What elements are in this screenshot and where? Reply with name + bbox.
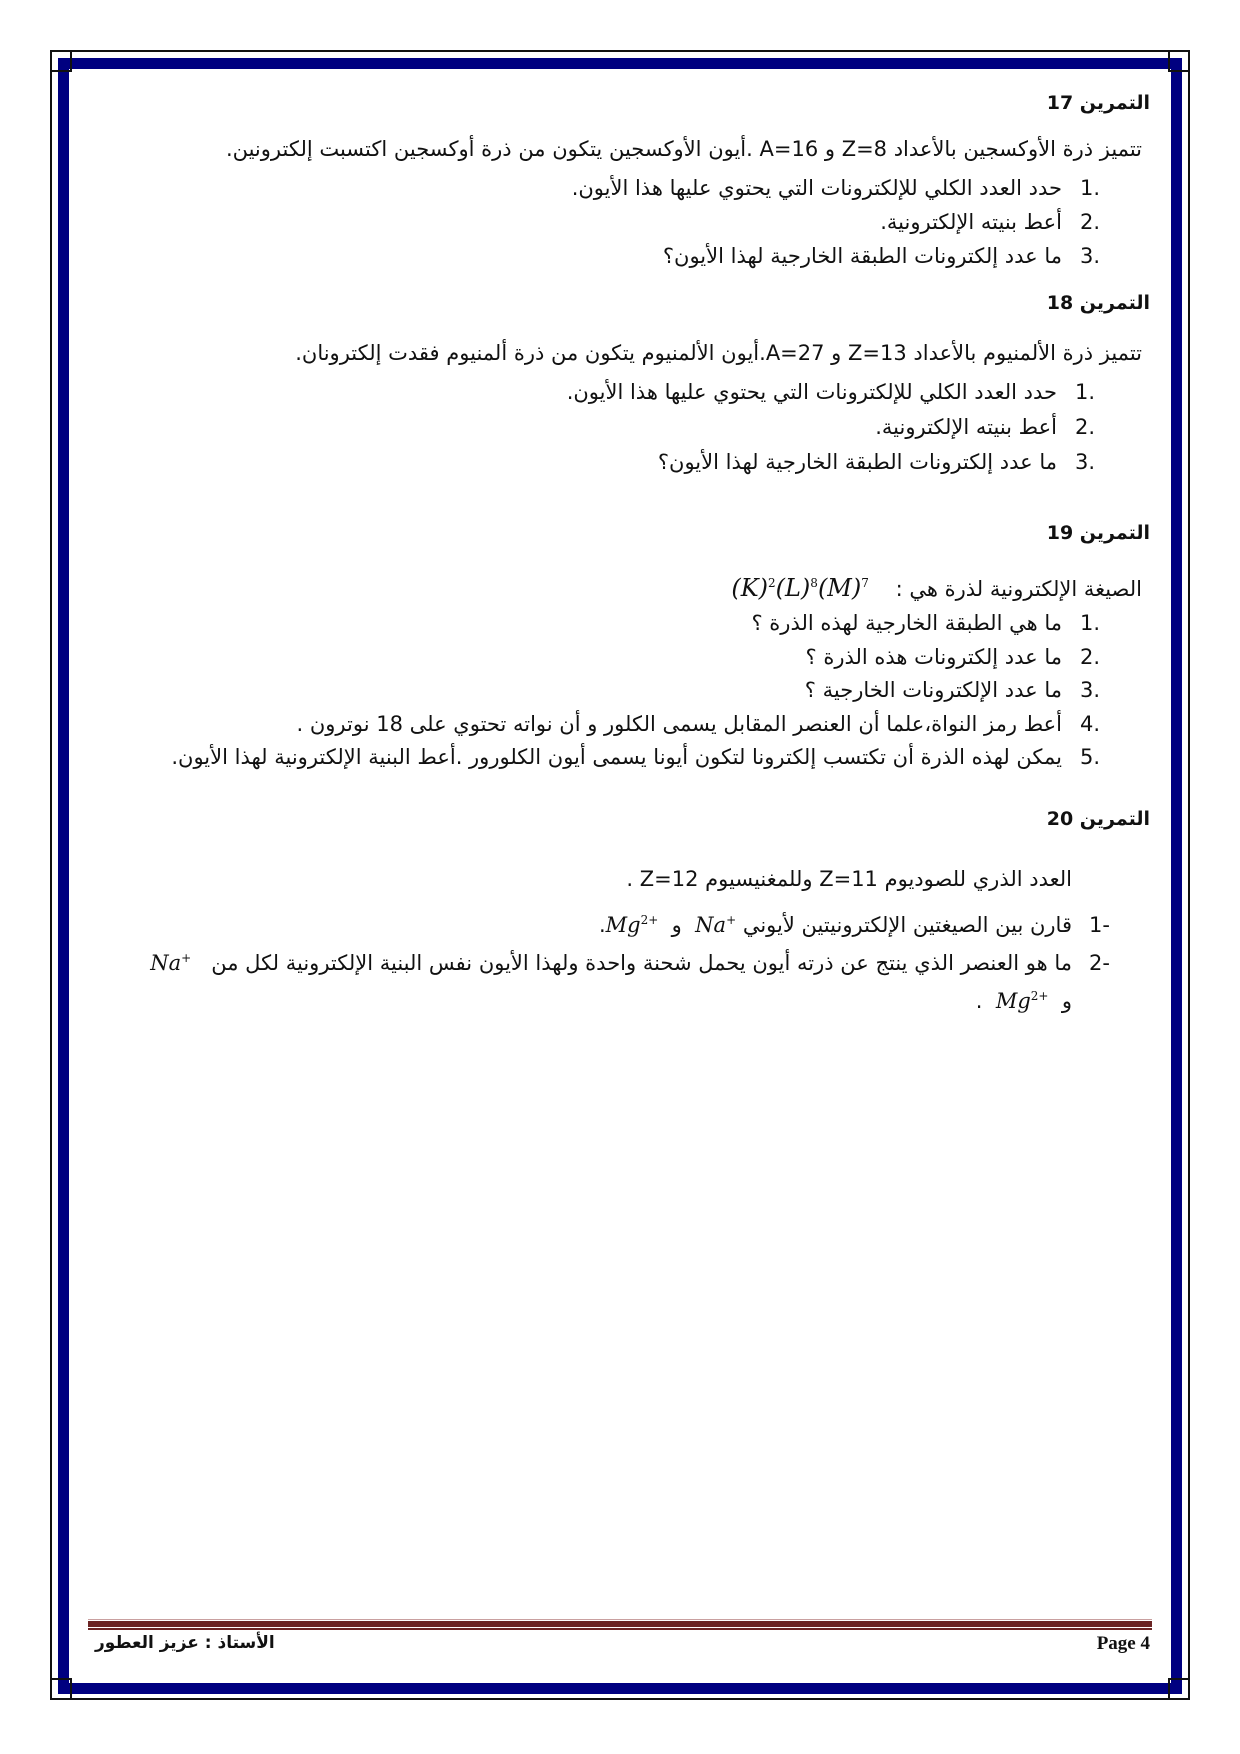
item-number: .2 (1079, 645, 1100, 669)
na-symbol: Na (695, 913, 727, 937)
and-word: و (671, 913, 682, 937)
item-text: حدد العدد الكلي للإلكترونات التي يحتوي عليها هذا الأيون. (566, 380, 1057, 404)
item-text: ما عدد الإلكترونات الخارجية ؟ (804, 678, 1062, 702)
item-number: .3 (1074, 450, 1095, 474)
mg-symbol: Mg (995, 989, 1031, 1013)
list-item (875, 413, 1095, 441)
formula-k: (K) (731, 574, 768, 602)
na-ion (150, 944, 191, 977)
item-text: يمكن لهذه الذرة أن تكتسب إلكترونا لتكون أيونا يسمى أيون الكلورور .أعط البنية الإلكترونية لهذا الأيون. (171, 745, 1062, 769)
exercise-17-title: التمرين 17 (1046, 92, 1150, 114)
item-number: .1 (1074, 380, 1095, 404)
list-item (297, 710, 1101, 738)
item-number: .3 (1079, 678, 1100, 702)
list-item (805, 676, 1100, 704)
exercise-18-title: التمرين 18 (1046, 292, 1150, 314)
item-text: أعط بنيته الإلكترونية. (875, 415, 1057, 439)
footer-rule-thin (88, 1628, 1152, 1630)
item-text: حدد العدد الكلي للإلكترونات التي يحتوي عليها هذا الأيون. (571, 176, 1062, 200)
item-number: .4 (1079, 712, 1100, 736)
footer-rule-thin (88, 1619, 1152, 1620)
na-charge: + (181, 951, 192, 965)
item-text: ما عدد إلكترونات الطبقة الخارجية لهذا الأيون؟ (662, 244, 1062, 268)
item-number: .2 (1079, 210, 1100, 234)
item-number: .1 (1079, 176, 1100, 200)
item-text: ما عدد إلكترونات الطبقة الخارجية لهذا الأيون؟ (657, 450, 1057, 474)
list-item (663, 242, 1100, 270)
question-2-continued (976, 982, 1072, 1015)
mg-ion (996, 982, 1049, 1015)
item-number: .2 (1074, 415, 1095, 439)
electronic-formula (731, 569, 869, 602)
item-text: أعط رمز النواة،علما أن العنصر المقابل يسمى الكلور و أن نواته تحتوي على 18 نوترون . (296, 712, 1062, 736)
item-number: .5 (1079, 745, 1100, 769)
item-number: -2 (1089, 951, 1110, 975)
corner-ornament (1168, 50, 1190, 72)
intro-text: الصيغة الإلكترونية لذرة هي : (895, 577, 1142, 601)
author: الأستاذ : عزيز العطور (95, 1633, 275, 1653)
question-1 (599, 906, 1110, 939)
page-number: Page 4 (1096, 1633, 1150, 1654)
list-item (751, 609, 1100, 637)
list-item (880, 208, 1100, 236)
item-number: -1 (1089, 913, 1110, 937)
mg-charge: 2+ (1030, 989, 1049, 1003)
exercise-20-title: التمرين 20 (1046, 808, 1150, 830)
mg-charge: 2+ (640, 913, 659, 927)
list-item (806, 643, 1100, 671)
item-number: .3 (1079, 244, 1100, 268)
formula-m: (M) (817, 574, 862, 602)
corner-ornament (50, 1678, 72, 1700)
na-ion (695, 906, 736, 939)
exercise-19-intro (731, 569, 1142, 603)
mg-symbol: Mg (605, 913, 641, 937)
formula-k-exp: 2 (767, 576, 776, 590)
period: . (975, 989, 983, 1013)
list-item (567, 378, 1095, 406)
item-text: ما هي الطبقة الخارجية لهذه الذرة ؟ (751, 611, 1062, 635)
na-symbol: Na (150, 951, 182, 975)
item-number: .1 (1079, 611, 1100, 635)
formula-l: (L) (775, 574, 811, 602)
list-item (171, 743, 1100, 771)
exercise-18-intro: تتميز ذرة الألمنيوم بالأعداد Z=13 و A=27.أيون الألمنيوم يتكون من ذرة ألمنيوم فقدت إلكترونان. (295, 341, 1142, 365)
exercise-17-intro: تتميز ذرة الأوكسجين بالأعداد Z=8 و A=16 .أيون الأوكسجين يتكون من ذرة أوكسجين اكتسبت إلكترونين. (225, 137, 1142, 161)
list-item (658, 448, 1095, 476)
item-text: ما هو العنصر الذي ينتج عن ذرته أيون يحمل شحنة واحدة ولهذا الأيون نفس البنية الإلكترونية لكل من (211, 951, 1072, 975)
list-item (572, 174, 1100, 202)
corner-ornament (1168, 1678, 1190, 1700)
na-charge: + (726, 913, 737, 927)
exercise-20-intro: العدد الذري للصوديوم Z=11 وللمغنيسيوم Z=12 . (626, 867, 1072, 891)
period: . (598, 913, 606, 937)
formula-l-exp: 8 (810, 576, 818, 590)
and-word: و (1061, 989, 1072, 1013)
item-text: قارن بين الصيغتين الإلكترونيتين لأيوني (742, 913, 1072, 937)
corner-ornament (50, 50, 72, 72)
question-2 (150, 944, 1110, 977)
formula-m-exp: 7 (861, 576, 869, 590)
item-text: ما عدد إلكترونات هذه الذرة ؟ (805, 645, 1062, 669)
mg-ion (606, 906, 659, 939)
footer-rule (88, 1621, 1152, 1627)
exercise-19-title: التمرين 19 (1046, 522, 1150, 544)
item-text: أعط بنيته الإلكترونية. (880, 210, 1062, 234)
